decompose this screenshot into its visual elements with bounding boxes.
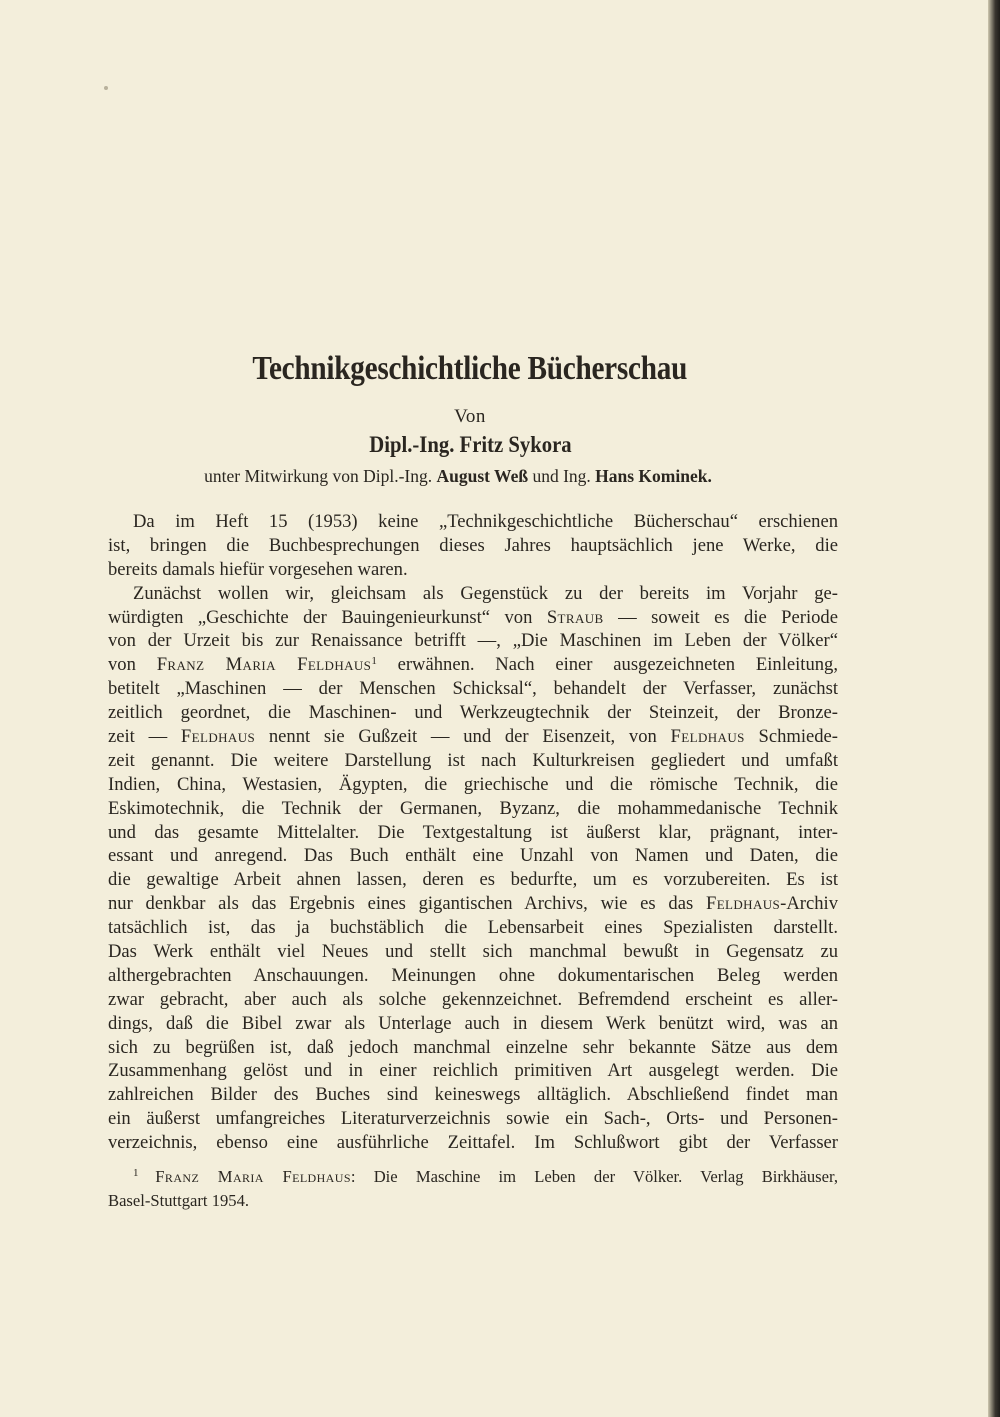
text-segment: und das gesamte Mittelalter. Die Textgestaltung ist äußerst klar, prägnant, inter- <box>108 821 838 843</box>
text-segment: Schmiede- <box>744 726 839 748</box>
text-segment: von der Urzeit bis zur Renaissance betrifft —, „Die Maschinen im Leben der Völker“ <box>108 630 838 652</box>
text-segment: nennt sie Gußzeit — und der Eisenzeit, von <box>255 726 671 748</box>
footnote-line <box>108 1189 838 1213</box>
body-line <box>108 916 838 940</box>
author-name-text: Dipl.-Ing. Fritz Sykora <box>368 432 572 457</box>
text-segment: ein äußerst umfangreiches Literaturverzeichnis sowie ein Sach-, Orts- und Personen- <box>108 1108 838 1130</box>
body-line <box>108 677 838 701</box>
text-segment: zwar gebracht, aber auch als solche gekennzeichnet. Befremdend erscheint es aller- <box>108 988 838 1010</box>
collaborator-name: Hans Kominek. <box>595 466 712 486</box>
author-name <box>0 432 940 458</box>
body-line <box>108 606 838 630</box>
body-line <box>108 892 838 916</box>
collaborator-name: August Weß <box>436 466 529 486</box>
collab-mid: und Ing. <box>532 466 591 486</box>
body-line <box>108 653 838 677</box>
body-line <box>108 534 838 558</box>
text-segment: zeitlich geordnet, die Maschinen- und Werkzeugtechnik der Steinzeit, der Bronze- <box>108 702 838 724</box>
text-segment: würdigten „Geschichte der Bauingenieurkunst“ von <box>108 606 547 628</box>
body-line <box>108 821 838 845</box>
body-text <box>108 510 838 1155</box>
text-segment: betitelt „Maschinen — der Menschen Schicksal“, behandelt der Verfasser, zunächst <box>108 678 838 700</box>
text-segment: : Die Maschine im Leben der Völker. Verlag Birkhäuser, <box>350 1167 838 1186</box>
text-segment: dings, daß die Bibel zwar als Unterlage auch in diesem Werk benützt wird, was an <box>108 1012 838 1034</box>
text-segment: Zunächst wollen wir, gleichsam als Gegenstück zu der bereits im Vorjahr ge- <box>133 582 838 604</box>
text-segment: Indien, China, Westasien, Ägypten, die griechische und die römische Technik, die <box>108 773 838 795</box>
footnote <box>108 1165 838 1213</box>
body-line <box>108 1131 838 1155</box>
small-caps-name: Franz Maria Feldhaus <box>155 1167 351 1186</box>
text-segment: ist, bringen die Buchbesprechungen dieses Jahres hauptsächlich jene Werke, die <box>108 534 838 556</box>
text-segment: Basel-Stuttgart 1954. <box>108 1190 250 1210</box>
text-segment: -Archiv <box>780 893 838 915</box>
body-line <box>108 988 838 1012</box>
text-segment: erwähnen. Nach einer ausgezeichneten Einleitung, <box>376 654 838 676</box>
text-segment: Eskimotechnik, die Technik der Germanen, Byzanz, die mohammedanische Technik <box>108 797 838 819</box>
body-line <box>108 749 838 773</box>
footnote-number: 1 <box>133 1167 156 1179</box>
text-segment: essant und anregend. Das Buch enthält eine Unzahl von Namen und Daten, die <box>108 845 838 867</box>
text-segment: Das Werk enthält viel Neues und stellt sich manchmal bewußt in Gegensatz zu <box>108 941 838 963</box>
body-line <box>108 1107 838 1131</box>
article-title <box>0 350 940 388</box>
text-segment: sich zu begrüßen ist, daß jedoch manchmal einzelne sehr bekannte Sätze aus dem <box>108 1036 838 1058</box>
text-segment: bereits damals hiefür vorgesehen waren. <box>108 558 408 580</box>
body-line <box>108 797 838 821</box>
text-segment: zeit — <box>108 726 181 748</box>
text-segment: — soweit es die Periode <box>603 606 838 628</box>
body-line <box>108 1059 838 1083</box>
byline-von: Von <box>454 406 486 427</box>
collab-prefix: unter Mitwirkung von Dipl.-Ing. <box>204 466 433 486</box>
footnote-ref: 1 <box>371 655 377 668</box>
text-segment: verzeichnis, ebenso eine ausführliche Zeittafel. Im Schlußwort gibt der Verfasser <box>108 1132 838 1154</box>
body-line <box>108 773 838 797</box>
text-segment: Zusammenhang gelöst und in einer reichlich primitiven Art ausgelegt werden. Die <box>108 1060 838 1082</box>
body-line <box>108 582 838 606</box>
text-segment: tatsächlich ist, das ja buchstäblich die Lebensarbeit eines Spezialisten darstellt. <box>108 917 838 939</box>
body-line <box>108 940 838 964</box>
body-line <box>108 701 838 725</box>
small-caps-name: Straub <box>546 606 604 628</box>
text-segment: althergebrachten Anschauungen. Meinungen ohne dokumentarischen Beleg werden <box>108 964 838 986</box>
scan-speck <box>104 86 108 90</box>
small-caps-name: Feldhaus <box>670 726 745 748</box>
small-caps-name: Feldhaus <box>180 726 256 748</box>
body-line <box>108 558 838 582</box>
small-caps-name: Feldhaus <box>705 893 781 915</box>
body-line <box>108 725 838 749</box>
body-line <box>108 1036 838 1060</box>
body-line <box>108 964 838 988</box>
text-segment: zahlreichen Bilder des Buches sind keineswegs alltäglich. Abschließend findet man <box>108 1084 838 1106</box>
collaborators-line <box>0 466 916 487</box>
page-edge-shadow <box>988 0 1000 1417</box>
text-segment: von <box>108 654 157 676</box>
body-line <box>108 868 838 892</box>
footnote-line <box>108 1165 838 1189</box>
text-segment: Da im Heft 15 (1953) keine „Technikgeschichtliche Bücherschau“ erschienen <box>133 511 838 532</box>
body-line <box>108 1012 838 1036</box>
text-segment: nur denkbar als das Ergebnis eines gigantischen Archivs, wie es das <box>108 893 706 915</box>
text-segment: die gewaltige Arbeit ahnen lassen, deren es bedurfte, um es vorzubereiten. Es ist <box>108 869 838 891</box>
body-line <box>108 1083 838 1107</box>
text-segment: zeit genannt. Die weitere Darstellung ist nach Kulturkreisen gegliedert und umfaßt <box>108 749 838 771</box>
body-line <box>108 510 838 534</box>
body-line <box>108 629 838 653</box>
small-caps-name: Franz Maria Feldhaus <box>156 654 372 676</box>
article-title-text: Technikgeschichtliche Bücherschau <box>252 350 688 387</box>
body-line <box>108 844 838 868</box>
